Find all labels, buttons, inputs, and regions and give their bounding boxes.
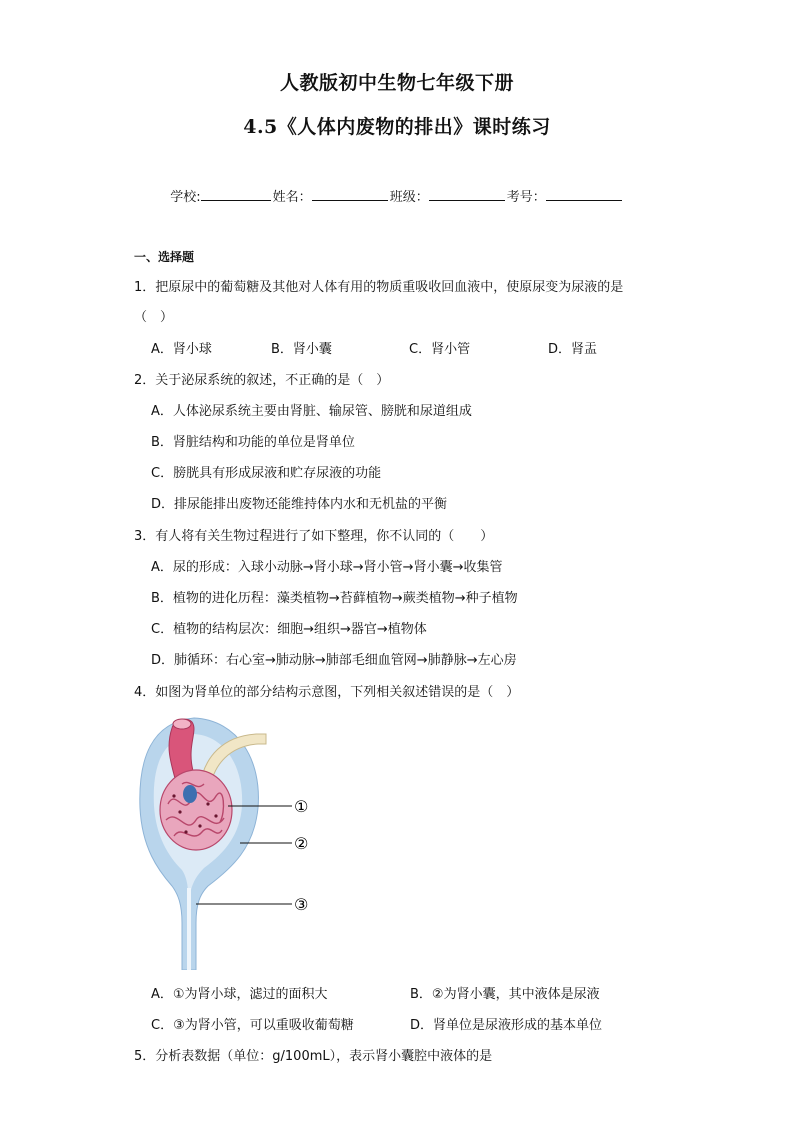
tubule-lumen (187, 888, 191, 970)
question-4-option-d[interactable]: D．肾单位是尿液形成的基本单位 (410, 1018, 603, 1033)
question-1-option-a[interactable]: A．肾小球 (151, 342, 212, 357)
page-subtitle: 4.5《人体内废物的排出》课时练习 (243, 116, 551, 138)
name-label: 姓名： (272, 190, 312, 205)
class-label: 班级： (389, 190, 429, 205)
question-4-option-c[interactable]: C．③为肾小管，可以重吸收葡萄糖 (151, 1018, 354, 1033)
question-2-option-b[interactable]: B．肾脏结构和功能的单位是肾单位 (151, 435, 355, 450)
question-4-option-b[interactable]: B．②为肾小囊，其中液体是尿液 (410, 987, 600, 1002)
vessel-opening (173, 719, 191, 729)
question-2-option-d[interactable]: D．排尿能排出废物还能维持体内水和无机盐的平衡 (151, 497, 448, 512)
blue-cell (183, 785, 197, 803)
question-3-stem: 3．有人将有关生物过程进行了如下整理，你不认同的（ ） (134, 529, 494, 544)
question-2-stem: 2．关于泌尿系统的叙述，不正确的是（ ） (134, 373, 390, 388)
question-4-option-a[interactable]: A．①为肾小球，滤过的面积大 (151, 987, 328, 1002)
number-blank[interactable] (546, 188, 622, 201)
question-3-option-a[interactable]: A．尿的形成：入球小动脉→肾小球→肾小管→肾小囊→收集管 (151, 560, 503, 575)
question-5-stem: 5．分析表数据（单位：g/100mL），表示肾小囊腔中液体的是 (134, 1049, 493, 1064)
label-1: ① (294, 797, 309, 816)
question-3-option-b[interactable]: B．植物的进化历程：藻类植物→苔藓植物→蕨类植物→种子植物 (151, 591, 518, 606)
question-2-option-c[interactable]: C．膀胱具有形成尿液和贮存尿液的功能 (151, 466, 382, 481)
class-blank[interactable] (429, 188, 505, 201)
label-3: ③ (294, 895, 309, 914)
student-info-row (0, 186, 794, 205)
question-1-stem-cont: （ ） (134, 310, 174, 325)
name-blank[interactable] (312, 188, 388, 201)
question-1-option-c[interactable]: C．肾小管 (409, 342, 471, 357)
question-2-option-a[interactable]: A．人体泌尿系统主要由肾脏、输尿管、膀胱和尿道组成 (151, 404, 472, 419)
question-1-option-b[interactable]: B．肾小囊 (271, 342, 332, 357)
question-3-option-c[interactable]: C．植物的结构层次：细胞→组织→器官→植物体 (151, 622, 427, 637)
question-1-stem: 1．把原尿中的葡萄糖及其他对人体有用的物质重吸收回血液中，使原尿变为尿液的是 (134, 280, 624, 295)
question-1-option-d[interactable]: D．肾盂 (548, 342, 598, 357)
glomerulus (160, 770, 232, 850)
question-4-stem: 4．如图为肾单位的部分结构示意图，下列相关叙述错误的是（ ） (134, 685, 520, 700)
question-3-option-d[interactable]: D．肺循环：右心室→肺动脉→肺部毛细血管网→肺静脉→左心房 (151, 653, 517, 668)
nephron-diagram (134, 708, 334, 970)
section-title: 一、选择题 (134, 250, 195, 264)
school-blank[interactable] (201, 188, 271, 201)
page-title: 人教版初中生物七年级下册 (279, 72, 514, 94)
number-label: 考号： (506, 190, 546, 205)
school-label: 学校: (170, 190, 201, 205)
label-2: ② (294, 834, 309, 853)
